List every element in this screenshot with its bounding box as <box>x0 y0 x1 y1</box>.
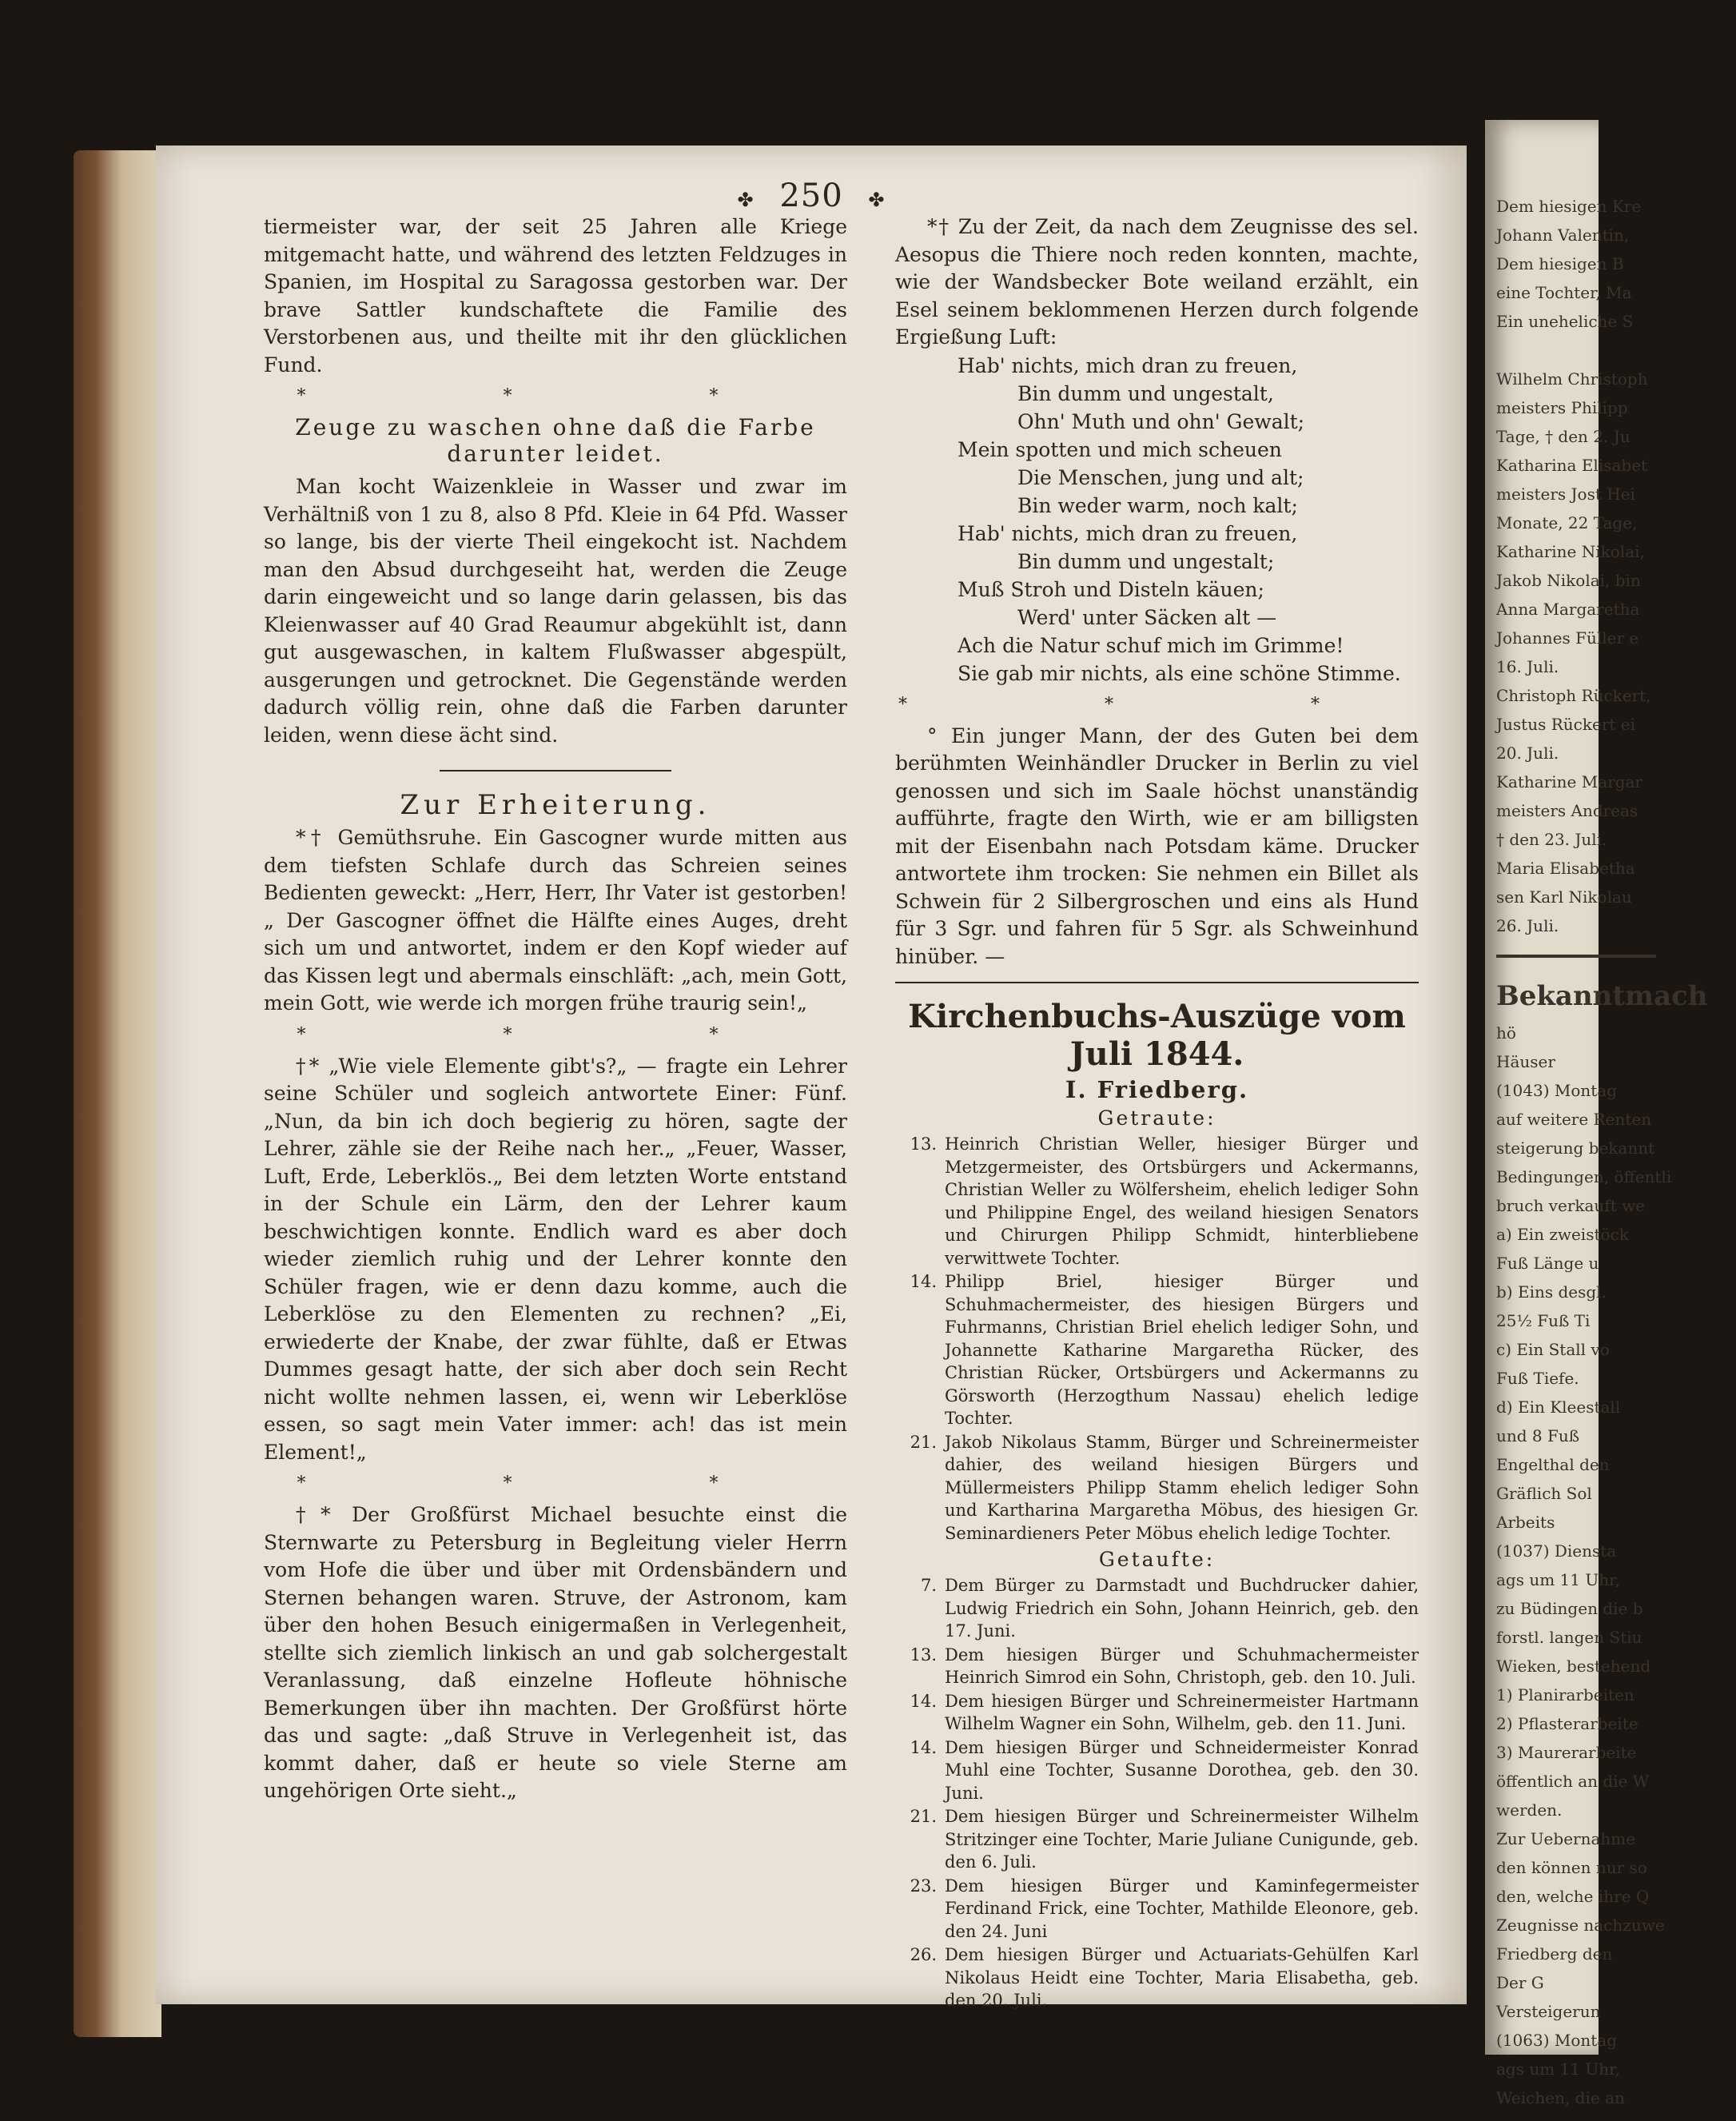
divider <box>1496 955 1656 958</box>
next-page-line: Zeugnisse nachzuwe <box>1496 1916 1665 1935</box>
next-page-line: sen Karl Nikolau <box>1496 887 1632 907</box>
next-page-line: 16. Juli. <box>1496 657 1559 676</box>
poem-line: Ach die Natur schuf mich im Grimme! <box>958 633 1344 657</box>
divider <box>440 770 671 771</box>
list-item <box>895 1431 1419 1545</box>
next-page-line: Arbeits <box>1496 1513 1555 1532</box>
poem-line: Werd' unter Säcken alt — <box>1017 605 1277 629</box>
entry-day: 21. <box>910 1807 937 1826</box>
next-page-line: öffentlich an die W <box>1496 1772 1650 1791</box>
section-stars: * * * <box>898 694 1415 715</box>
next-page-line: Monate, 22 Tage, <box>1496 513 1638 532</box>
entry-text: Jakob Nikolaus Stamm, Bürger und Schreinermeister dahier, des weiland hiesigen Bürgers und Müllermeisters Philipp Stamm ehelich lediger Sohn und Kartharina Margaretha Möbus, des hiesigen Gr. Seminardieners Peter Möbus ehelich ledige Tochter. <box>945 1432 1419 1543</box>
paragraph-gemuethsruhe: *† Gemüthsruhe. Ein Gascogner wurde mitten aus dem tiefsten Schlafe durch das Schreien seines Bedienten geweckt: „Herr, Herr, Ihr Vater ist gestorben!„ Der Gascogner öffnet die Hälfte eines Auges, dreht sich um und antwortet, indem er den Kopf wieder auf das Kissen legt und abermals einschläft: „ach, mein Gott, mein Gott, wie werde ich morgen frühe traurig sein!„ <box>264 826 847 1015</box>
left-column <box>264 213 847 1805</box>
kirchenbuch-title: Kirchenbuchs-Auszüge vom Juli 1844. <box>908 998 1406 1073</box>
entry-text: Dem hiesigen Bürger und Kaminfegermeister Ferdinand Frick, eine Tochter, Mathilde Eleonore, geb. den 24. Juni <box>945 1876 1419 1941</box>
entry-day: 14. <box>910 1737 937 1757</box>
poem-line: Bin dumm und ungestalt; <box>1017 549 1275 573</box>
paragraph-zeuge: Man kocht Waizenkleie in Wasser und zwar im Verhältniß von 1 zu 8, also 8 Pfd. Kleie in 64 Pfd. Wasser so lange, bis der vierte Theil eingekocht ist. Nachdem man den Absud durchgeseiht hat, werden die Zeuge darin eingeweicht und so lange darin gelassen, bis das Kleienwasser auf 40 Grad Reaumur abgekühlt ist, dann gut ausgewaschen, in kaltem Flußwasser abgespült, ausgerungen und getrocknet. Die Gegenstände werden dadurch völlig rein, ohne daß die Farben darunter leiden, wenn diese ächt sind. <box>264 475 847 747</box>
next-page-line: Jakob Nikolai, bin <box>1496 571 1641 590</box>
list-item <box>895 1736 1419 1805</box>
entry-text: Dem hiesigen Bürger und Schreinermeister Wilhelm Stritzinger eine Tochter, Marie Juliane Cunigunde, geb. den 6. Juli. <box>945 1807 1419 1872</box>
next-page-line: meisters Andreas <box>1496 801 1638 820</box>
ornament-left-icon: ✤ <box>737 189 755 211</box>
next-page-line: auf weitere Renten <box>1496 1110 1652 1129</box>
next-page-line: steigerung bekannt <box>1496 1138 1655 1158</box>
next-page-line: Tage, † den 2. Ju <box>1496 427 1630 446</box>
list-item <box>895 1574 1419 1643</box>
next-page-line: Gräflich Sol <box>1496 1484 1592 1503</box>
poem-line: Hab' nichts, mich dran zu freuen, <box>958 353 1298 377</box>
page-header <box>156 177 1467 214</box>
entry-day: 26. <box>910 1945 937 1964</box>
next-page-line: 20. Juli. <box>1496 744 1559 763</box>
paragraph-intro: tiermeister war, der seit 25 Jahren alle Kriege mitgemacht hatte, und während des letzten Feldzuges in Spanien, im Hospital zu Saragossa gestorben war. Der brave Sattler kundschaftete die Familie des Verstorbenen aus, und theilte mit ihr den glücklichen Fund. <box>264 215 847 377</box>
next-page-line: den können nur so <box>1496 1858 1647 1877</box>
next-page-line: Ein uneheliche S <box>1496 312 1634 331</box>
right-column <box>895 213 1419 2013</box>
next-page-line: zu Büdingen die b <box>1496 1599 1643 1618</box>
next-page-line: Wilhelm Christoph <box>1496 369 1648 389</box>
next-page-line: forstl. langen Stiu <box>1496 1628 1642 1647</box>
poem-line: Bin dumm und ungestalt, <box>1017 381 1274 405</box>
section-stars: * * * <box>297 1473 814 1493</box>
next-page-line: 3) Maurerarbeite <box>1496 1743 1637 1762</box>
poem-line: Die Menschen, jung und alt; <box>1017 465 1304 489</box>
next-page-line: Maria Elisabetha <box>1496 859 1635 878</box>
next-page-line: Bedingungen, öffentli <box>1496 1167 1672 1186</box>
next-page-line: d) Ein Kleestall <box>1496 1397 1621 1417</box>
next-page-line: den, welche ihre Q <box>1496 1887 1650 1906</box>
next-page-line: Fuß Länge u <box>1496 1254 1599 1273</box>
next-page-line: 2) Pflasterarbeite <box>1496 1714 1638 1733</box>
next-page-line: Friedberg den <box>1496 1944 1613 1964</box>
next-page-line: Dem hiesigen Kre <box>1496 197 1642 216</box>
next-page-line: b) Eins desgl. <box>1496 1282 1607 1302</box>
next-page-line: † den 23. Juli. <box>1496 830 1607 849</box>
next-page-line: Wieken, bestehend <box>1496 1657 1651 1676</box>
next-page-line <box>1496 336 1736 365</box>
entry-text: Dem hiesigen Bürger und Schreinermeister Hartmann Wilhelm Wagner ein Sohn, Wilhelm, geb. den 11. Juni. <box>945 1691 1419 1733</box>
next-page-line: Weichen, die an <box>1496 2088 1625 2107</box>
next-page-line: meisters Philipp <box>1496 398 1628 417</box>
paragraph-esel: *† Zu der Zeit, da nach dem Zeugnisse des sel. Aesopus die Thiere noch reden konnten, machte, wie der Wandsbecker Bote weiland erzählt, ein Esel seinem beklommenen Herzen durch folgende Ergießung Luft: <box>895 215 1419 349</box>
next-page-line: Der G <box>1496 1973 1544 1992</box>
next-page-line: Fuß Tiefe. <box>1496 1369 1579 1388</box>
paragraph-drucker: ° Ein junger Mann, der des Guten bei dem berühmten Weinhändler Drucker in Berlin zu viel genossen und sich im Saale höchst unanständig aufführte, fragte den Wirth, wie er am billigsten mit der Eisenbahn nach Potsdam käme. Drucker antwortete ihm trocken: Sie nehmen ein Billet als Schwein für 2 Silbergroschen und eins als Hund für 3 Sgr. und fahren für 5 Sgr. als Schweinhund hinüber. — <box>895 724 1419 968</box>
next-page-line: ags um 11 Uhr, <box>1496 2059 1620 2079</box>
next-page-line: Johann Valentin, <box>1496 225 1630 245</box>
list-item <box>895 1133 1419 1270</box>
next-page-line: Johannes Füller e <box>1496 628 1639 648</box>
entry-text: Dem hiesigen Bürger und Actuariats-Gehülfen Karl Nikolaus Heidt eine Tochter, Maria Elisabetha, geb. den 20. Juli. <box>945 1945 1419 2010</box>
list-item <box>895 1875 1419 1944</box>
getraute-label: Getraute: <box>1097 1106 1216 1130</box>
next-page-line: c) Ein Stall vo <box>1496 1340 1610 1359</box>
next-page-line: Engelthal den <box>1496 1455 1610 1474</box>
entry-day: 13. <box>910 1134 937 1154</box>
next-page-line: (1063) Montag <box>1496 2031 1618 2050</box>
list-item <box>895 1690 1419 1736</box>
list-item <box>895 1944 1419 2012</box>
next-page-line: Justus Rückert ei <box>1496 715 1635 734</box>
poem <box>958 352 1419 688</box>
next-page-line: (1043) Montag <box>1496 1081 1618 1100</box>
entry-text: Dem Bürger zu Darmstadt und Buchdrucker dahier, Ludwig Friedrich ein Sohn, Johann Heinrich, geb. den 17. Juni. <box>945 1576 1419 1641</box>
poem-line: Bin weder warm, noch kalt; <box>1017 493 1298 517</box>
next-page-line: Versteigerun <box>1496 2002 1601 2021</box>
next-page-line: werden. <box>1496 1800 1563 1820</box>
entry-day: 23. <box>910 1876 937 1896</box>
next-page-heading: Bekanntmach <box>1496 980 1708 1012</box>
next-page-line: a) Ein zweistöck <box>1496 1225 1629 1244</box>
entry-day: 21. <box>910 1432 937 1452</box>
poem-line: Ohn' Muth und ohn' Gewalt; <box>1017 409 1305 433</box>
entry-text: Dem hiesigen Bürger und Schuhmachermeister Heinrich Simrod ein Sohn, Christoph, geb. den 10. Juli. <box>945 1645 1419 1687</box>
next-page-text <box>1485 120 1736 2112</box>
divider <box>895 982 1419 983</box>
book-page-edges <box>74 150 161 2037</box>
next-page-line: Katharine Margar <box>1496 772 1642 791</box>
entry-day: 14. <box>910 1272 937 1291</box>
entry-day: 7. <box>920 1576 937 1595</box>
poem-line: Muß Stroh und Disteln käuen; <box>958 577 1264 601</box>
heading-erheiterung: Zur Erheiterung. <box>400 789 711 821</box>
next-page-line: Dem hiesigen B <box>1496 254 1624 273</box>
next-page-line: 1) Planirarbeiten <box>1496 1685 1634 1704</box>
next-page-line: 26. Juli. <box>1496 916 1559 935</box>
next-page-line: hö <box>1496 1023 1516 1043</box>
next-page-line: meisters Jost Hei <box>1496 484 1635 504</box>
list-item <box>895 1805 1419 1874</box>
next-page-line: Katharina Elisabet <box>1496 456 1648 475</box>
paragraph-struve: †* Der Großfürst Michael besuchte einst die Sternwarte zu Petersburg in Begleitung vieler Herrn vom Hofe die über und über mit Ordensbändern und Sternen behangen waren. Struve, der Astronom, kam über den hohen Besuch einigermaßen in Verlegenheit, stellte sich ziemlich linkisch an und gab solchergestalt Veranlassung, daß einzelne Hofleute höhnische Bemerkungen über ihn machten. Der Großfürst hörte das und sagte: „daß Struve in Verlegenheit ist, das kommt daher, daß er heute so viele Sterne am ungehörigen Orte sieht.„ <box>264 1503 847 1802</box>
list-item <box>895 1270 1419 1430</box>
next-page-line: Zur Uebernahme <box>1496 1829 1636 1848</box>
list-item <box>895 1644 1419 1689</box>
next-page-line: eine Tochter, Ma <box>1496 283 1632 302</box>
poem-line: Hab' nichts, mich dran zu freuen, <box>958 521 1298 545</box>
poem-line: Mein spotten und mich scheuen <box>958 437 1282 461</box>
entry-day: 13. <box>910 1645 937 1665</box>
next-page-line: (1037) Diensta <box>1496 1541 1617 1561</box>
ornament-right-icon: ✤ <box>868 189 886 211</box>
page-number: 250 <box>779 177 843 214</box>
next-page-fragment <box>1485 120 1708 2107</box>
section-stars: * * * <box>297 1024 814 1045</box>
next-page-line: bruch verkauft we <box>1496 1196 1646 1215</box>
entry-text: Dem hiesigen Bürger und Schneidermeister Konrad Muhl eine Tochter, Susanne Dorothea, geb. den 30. Juni. <box>945 1737 1419 1803</box>
next-page-line: Häuser <box>1496 1052 1555 1071</box>
next-page-line: Christoph Rückert, <box>1496 686 1651 705</box>
next-page-line: 25½ Fuß Ti <box>1496 1311 1591 1330</box>
next-page-line: Katharine Nikolai, <box>1496 542 1645 561</box>
heading-zeuge: Zeuge zu waschen ohne daß die Farbe darunter leidet. <box>295 414 816 467</box>
next-page-line: Anna Margaretha <box>1496 600 1640 619</box>
next-page-line: ags um 11 Uhr, <box>1496 1570 1620 1589</box>
entry-text: Heinrich Christian Weller, hiesiger Bürger und Metzgermeister, des Ortsbürgers und Ackermanns, Christian Weller zu Wölfersheim, ehelich lediger Sohn und Philippine Engel, des weiland hiesigen Senators und Chirurgen Philipp Schmidt, hinterbliebene verwittwete Tochter. <box>945 1134 1419 1268</box>
poem-line: Sie gab mir nichts, als eine schöne Stimme. <box>958 661 1401 685</box>
section-stars: * * * <box>297 386 814 406</box>
book-page <box>156 146 1467 2010</box>
next-page-line: und 8 Fuß <box>1496 1426 1580 1445</box>
entry-day: 14. <box>910 1691 937 1711</box>
paragraph-elemente: †* „Wie viele Elemente gibt's?„ — fragte ein Lehrer seine Schüler und sogleich antwortete Einer: Fünf. „Nun, da bin ich doch begierig zu hören, sagte der Lehrer, zähle sie der Reihe nach her.„ „Feuer, Wasser, Luft, Erde, Leberklös.„ Bei dem letzten Worte entstand in der Schule ein Lärm, den der Lehrer kaum beschwichtigen konnte. Endlich ward es aber doch wieder ziemlich ruhig und der Lehrer konnte den Schüler fragen, wie er denn dazu komme, auch die Leberklöse zu den Elementen zu rechnen? „Ei, erwiederte der Knabe, der zwar fühlte, daß er Etwas Dummes gesagt hatte, der sich aber doch sein Recht nicht wollte nehmen lassen, ei, wenn wir Leberklöse essen, so sagt mein Vater immer: ach! das ist mein Element!„ <box>264 1054 847 1464</box>
entry-text: Philipp Briel, hiesiger Bürger und Schuhmachermeister, des hiesigen Bürgers und Fuhrmanns, Christian Briel ehelich lediger Sohn, und Johannette Katharine Margaretha Rücker, des Christian Rücker, Ortsbürgers und Ackermanns zu Görsworth (Herzogthum Nassau) ehelich ledige Tochter. <box>945 1272 1419 1428</box>
getaufte-label: Getaufte: <box>1098 1548 1216 1571</box>
kirchenbuch-subtitle: I. Friedberg. <box>1065 1076 1249 1103</box>
